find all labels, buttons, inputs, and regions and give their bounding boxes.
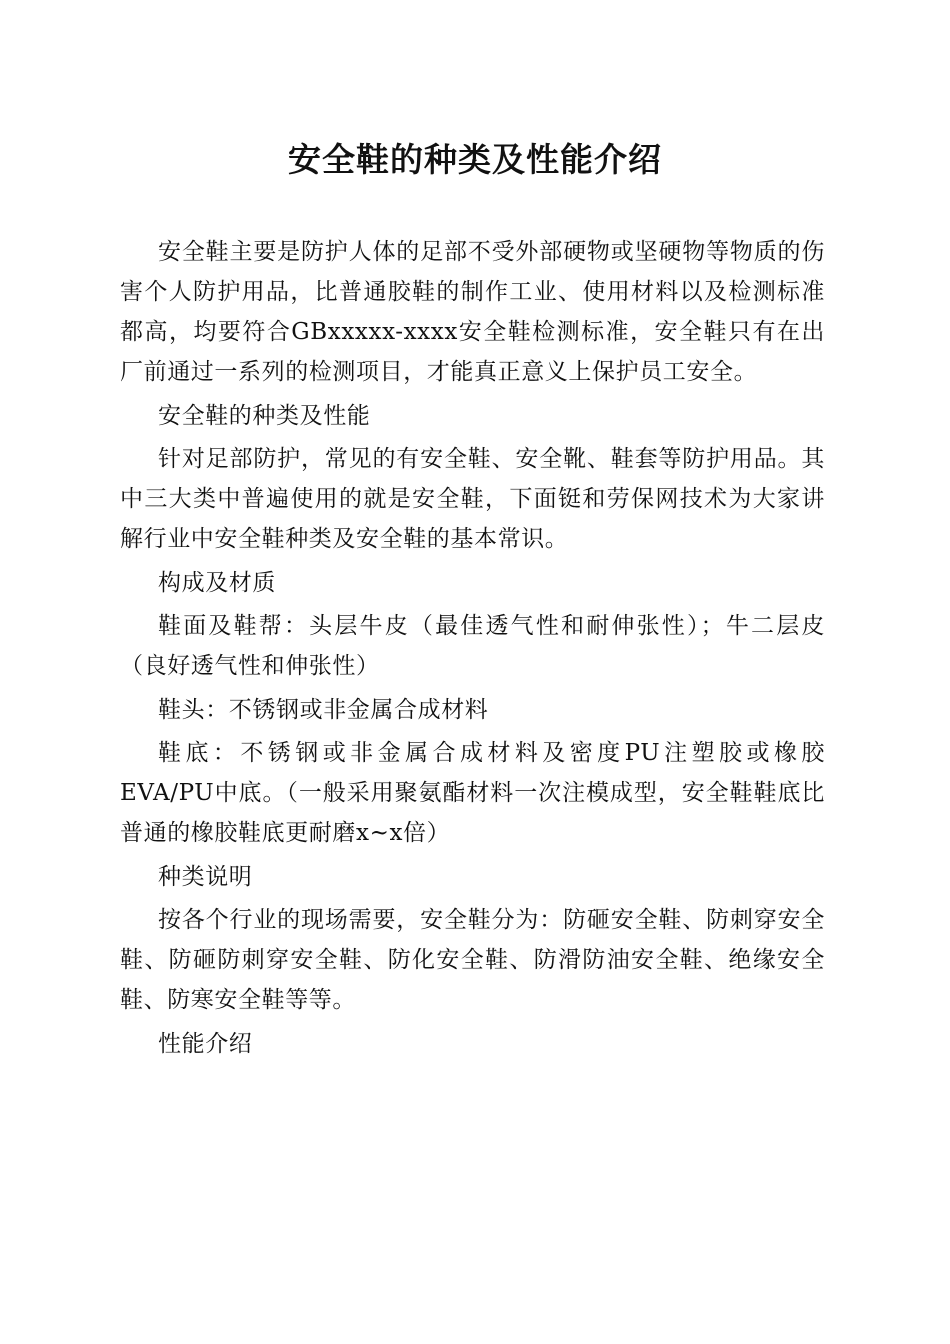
- paragraph-upper-material: 鞋面及鞋帮：头层牛皮（最佳透气性和耐伸张性）；牛二层皮（良好透气性和伸张性）: [120, 613, 825, 679]
- paragraph-sole-material: 鞋底：不锈钢或非金属合成材料及密度PU注塑胶或橡胶EVA/PU中底。（一般采用聚氨酯材料一次注模成型，安全鞋鞋底比普通的橡胶鞋底更耐磨x~x倍）: [120, 740, 825, 846]
- section-heading-performance: 性能介绍: [158, 1030, 253, 1057]
- document-title: 安全鞋的种类及性能介绍: [288, 140, 662, 179]
- section-heading-types-performance: 安全鞋的种类及性能: [158, 402, 371, 429]
- document-body: [120, 232, 825, 1067]
- paragraph-intro: 安全鞋主要是防护人体的足部不受外部硬物或坚硬物等物质的伤害个人防护用品，比普通胶鞋的制作工业、使用材料以及检测标准都高，均要符合GBxxxxx-xxxx安全鞋检测标准，安全鞋只有在出厂前通过一系列的检测项目，才能真正意义上保护员工安全。: [120, 239, 825, 385]
- paragraph-foot-protection: 针对足部防护，常见的有安全鞋、安全靴、鞋套等防护用品。其中三大类中普遍使用的就是安全鞋，下面铤和劳保网技术为大家讲解行业中安全鞋种类及安全鞋的基本常识。: [120, 446, 825, 552]
- section-heading-composition: 构成及材质: [158, 569, 276, 596]
- paragraph-toe-material: 鞋头：不锈钢或非金属合成材料: [158, 696, 489, 723]
- paragraph-type-list: 按各个行业的现场需要，安全鞋分为：防砸安全鞋、防刺穿安全鞋、防砸防刺穿安全鞋、防化安全鞋、防滑防油安全鞋、绝缘安全鞋、防寒安全鞋等等。: [120, 907, 825, 1013]
- section-heading-type-description: 种类说明: [158, 863, 253, 890]
